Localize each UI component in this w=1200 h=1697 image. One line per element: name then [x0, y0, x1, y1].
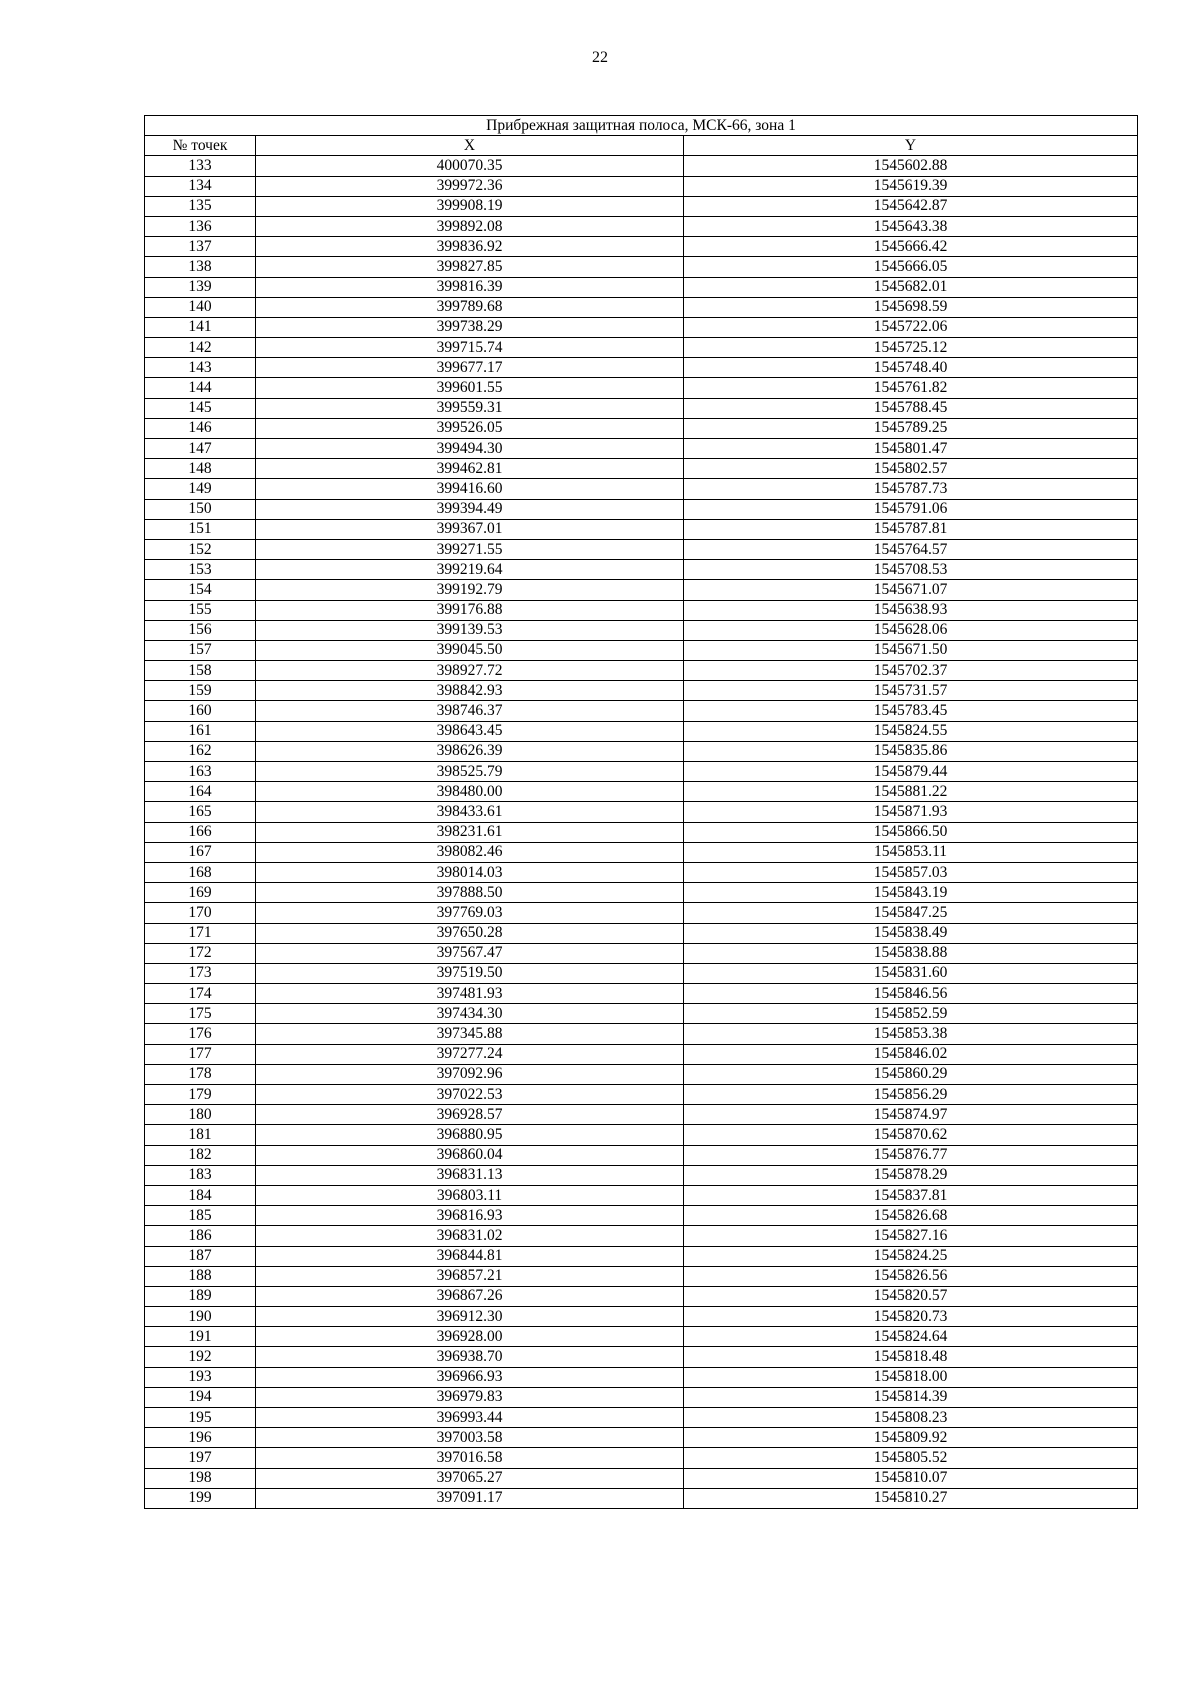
cell-y: 1545827.16	[684, 1226, 1138, 1246]
cell-x: 396993.44	[256, 1408, 684, 1428]
cell-y: 1545818.00	[684, 1367, 1138, 1387]
cell-y: 1545846.56	[684, 984, 1138, 1004]
table-row	[145, 1165, 1138, 1185]
cell-point-number: 158	[145, 661, 256, 681]
table-row	[145, 237, 1138, 257]
cell-y: 1545879.44	[684, 762, 1138, 782]
table-row	[145, 862, 1138, 882]
cell-x: 396880.95	[256, 1125, 684, 1145]
cell-y: 1545835.86	[684, 741, 1138, 761]
cell-x: 397003.58	[256, 1428, 684, 1448]
table-row	[145, 1488, 1138, 1508]
cell-x: 399494.30	[256, 439, 684, 459]
cell-y: 1545838.88	[684, 943, 1138, 963]
table-row	[145, 216, 1138, 236]
cell-x: 398746.37	[256, 701, 684, 721]
table-row	[145, 398, 1138, 418]
cell-x: 399972.36	[256, 176, 684, 196]
cell-x: 398927.72	[256, 661, 684, 681]
cell-y: 1545638.93	[684, 600, 1138, 620]
table-row	[145, 1246, 1138, 1266]
table-row	[145, 943, 1138, 963]
cell-x: 399176.88	[256, 600, 684, 620]
cell-x: 397567.47	[256, 943, 684, 963]
cell-point-number: 188	[145, 1266, 256, 1286]
header-x: X	[256, 136, 684, 156]
table-row	[145, 762, 1138, 782]
cell-x: 399892.08	[256, 216, 684, 236]
cell-x: 396831.02	[256, 1226, 684, 1246]
coordinates-table	[144, 115, 1138, 1509]
cell-y: 1545871.93	[684, 802, 1138, 822]
cell-x: 398525.79	[256, 762, 684, 782]
cell-y: 1545870.62	[684, 1125, 1138, 1145]
cell-point-number: 182	[145, 1145, 256, 1165]
table-row	[145, 1408, 1138, 1428]
table-row	[145, 842, 1138, 862]
cell-point-number: 140	[145, 297, 256, 317]
cell-y: 1545671.07	[684, 580, 1138, 600]
cell-y: 1545876.77	[684, 1145, 1138, 1165]
cell-y: 1545810.27	[684, 1488, 1138, 1508]
table-row	[145, 721, 1138, 741]
table-row	[145, 257, 1138, 277]
cell-point-number: 144	[145, 378, 256, 398]
cell-point-number: 170	[145, 903, 256, 923]
table-row	[145, 963, 1138, 983]
table-row	[145, 984, 1138, 1004]
table-row	[145, 701, 1138, 721]
cell-y: 1545846.02	[684, 1044, 1138, 1064]
cell-y: 1545628.06	[684, 620, 1138, 640]
cell-x: 398014.03	[256, 862, 684, 882]
cell-x: 397888.50	[256, 883, 684, 903]
cell-y: 1545824.64	[684, 1327, 1138, 1347]
cell-point-number: 151	[145, 519, 256, 539]
table-row	[145, 1044, 1138, 1064]
table-row	[145, 1347, 1138, 1367]
table-row	[145, 176, 1138, 196]
cell-x: 399738.29	[256, 317, 684, 337]
cell-y: 1545666.05	[684, 257, 1138, 277]
cell-y: 1545698.59	[684, 297, 1138, 317]
cell-x: 397065.27	[256, 1468, 684, 1488]
table-row	[145, 459, 1138, 479]
table-row	[145, 196, 1138, 216]
table-row	[145, 600, 1138, 620]
cell-point-number: 167	[145, 842, 256, 862]
table-body	[145, 156, 1138, 1509]
cell-x: 397434.30	[256, 1004, 684, 1024]
cell-point-number: 186	[145, 1226, 256, 1246]
table-row	[145, 1468, 1138, 1488]
page-number: 22	[592, 49, 608, 66]
cell-y: 1545820.57	[684, 1286, 1138, 1306]
cell-point-number: 164	[145, 782, 256, 802]
cell-x: 397345.88	[256, 1024, 684, 1044]
cell-x: 397022.53	[256, 1085, 684, 1105]
cell-y: 1545801.47	[684, 439, 1138, 459]
cell-y: 1545761.82	[684, 378, 1138, 398]
cell-point-number: 152	[145, 539, 256, 559]
table-row	[145, 519, 1138, 539]
cell-y: 1545856.29	[684, 1085, 1138, 1105]
cell-y: 1545791.06	[684, 499, 1138, 519]
table-row	[145, 1327, 1138, 1347]
cell-x: 399715.74	[256, 338, 684, 358]
cell-point-number: 181	[145, 1125, 256, 1145]
cell-point-number: 137	[145, 237, 256, 257]
cell-point-number: 168	[145, 862, 256, 882]
cell-x: 397519.50	[256, 963, 684, 983]
cell-point-number: 145	[145, 398, 256, 418]
cell-point-number: 191	[145, 1327, 256, 1347]
cell-x: 399559.31	[256, 398, 684, 418]
cell-y: 1545805.52	[684, 1448, 1138, 1468]
table-row	[145, 1367, 1138, 1387]
cell-x: 398643.45	[256, 721, 684, 741]
cell-point-number: 136	[145, 216, 256, 236]
cell-y: 1545666.42	[684, 237, 1138, 257]
cell-y: 1545722.06	[684, 317, 1138, 337]
cell-y: 1545874.97	[684, 1105, 1138, 1125]
cell-point-number: 198	[145, 1468, 256, 1488]
cell-y: 1545702.37	[684, 661, 1138, 681]
table-row	[145, 1125, 1138, 1145]
table-row	[145, 1185, 1138, 1205]
table-row	[145, 277, 1138, 297]
cell-point-number: 196	[145, 1428, 256, 1448]
cell-point-number: 154	[145, 580, 256, 600]
cell-x: 398480.00	[256, 782, 684, 802]
table-row	[145, 156, 1138, 176]
cell-y: 1545787.73	[684, 479, 1138, 499]
cell-y: 1545809.92	[684, 1428, 1138, 1448]
cell-point-number: 150	[145, 499, 256, 519]
cell-point-number: 187	[145, 1246, 256, 1266]
cell-point-number: 134	[145, 176, 256, 196]
cell-x: 397481.93	[256, 984, 684, 1004]
cell-point-number: 153	[145, 560, 256, 580]
cell-x: 396831.13	[256, 1165, 684, 1185]
table-row	[145, 903, 1138, 923]
table-row	[145, 923, 1138, 943]
cell-y: 1545826.68	[684, 1206, 1138, 1226]
cell-point-number: 156	[145, 620, 256, 640]
table-row	[145, 822, 1138, 842]
cell-point-number: 147	[145, 439, 256, 459]
cell-x: 399045.50	[256, 640, 684, 660]
table-row	[145, 782, 1138, 802]
cell-y: 1545814.39	[684, 1387, 1138, 1407]
cell-x: 399394.49	[256, 499, 684, 519]
table-row	[145, 1145, 1138, 1165]
cell-x: 396928.00	[256, 1327, 684, 1347]
cell-y: 1545708.53	[684, 560, 1138, 580]
cell-point-number: 199	[145, 1488, 256, 1508]
table-row	[145, 439, 1138, 459]
cell-x: 399836.92	[256, 237, 684, 257]
cell-point-number: 159	[145, 681, 256, 701]
cell-y: 1545748.40	[684, 358, 1138, 378]
cell-y: 1545881.22	[684, 782, 1138, 802]
cell-y: 1545642.87	[684, 196, 1138, 216]
cell-y: 1545671.50	[684, 640, 1138, 660]
table-row	[145, 358, 1138, 378]
table-title: Прибрежная защитная полоса, МСК-66, зона 1	[145, 116, 1138, 136]
cell-x: 396803.11	[256, 1185, 684, 1205]
cell-point-number: 183	[145, 1165, 256, 1185]
table-row	[145, 560, 1138, 580]
cell-x: 396966.93	[256, 1367, 684, 1387]
cell-x: 399219.64	[256, 560, 684, 580]
cell-point-number: 171	[145, 923, 256, 943]
table-row	[145, 1286, 1138, 1306]
cell-y: 1545787.81	[684, 519, 1138, 539]
table-row	[145, 620, 1138, 640]
cell-y: 1545789.25	[684, 418, 1138, 438]
cell-point-number: 189	[145, 1286, 256, 1306]
cell-y: 1545619.39	[684, 176, 1138, 196]
cell-y: 1545764.57	[684, 539, 1138, 559]
table-row	[145, 741, 1138, 761]
cell-x: 399139.53	[256, 620, 684, 640]
cell-point-number: 157	[145, 640, 256, 660]
cell-x: 398842.93	[256, 681, 684, 701]
cell-point-number: 133	[145, 156, 256, 176]
table-header-row	[145, 136, 1138, 156]
cell-y: 1545818.48	[684, 1347, 1138, 1367]
cell-x: 397091.17	[256, 1488, 684, 1508]
cell-y: 1545682.01	[684, 277, 1138, 297]
cell-point-number: 163	[145, 762, 256, 782]
table-row	[145, 1226, 1138, 1246]
cell-x: 399462.81	[256, 459, 684, 479]
table-row	[145, 1448, 1138, 1468]
cell-x: 396857.21	[256, 1266, 684, 1286]
cell-y: 1545788.45	[684, 398, 1138, 418]
table-row	[145, 539, 1138, 559]
cell-point-number: 149	[145, 479, 256, 499]
cell-x: 397092.96	[256, 1064, 684, 1084]
cell-point-number: 178	[145, 1064, 256, 1084]
cell-y: 1545843.19	[684, 883, 1138, 903]
cell-y: 1545725.12	[684, 338, 1138, 358]
table-row	[145, 1266, 1138, 1286]
cell-point-number: 179	[145, 1085, 256, 1105]
cell-x: 399601.55	[256, 378, 684, 398]
table-row	[145, 1085, 1138, 1105]
cell-x: 399789.68	[256, 297, 684, 317]
cell-point-number: 193	[145, 1367, 256, 1387]
table-row	[145, 338, 1138, 358]
cell-point-number: 172	[145, 943, 256, 963]
table-row	[145, 1428, 1138, 1448]
cell-point-number: 146	[145, 418, 256, 438]
cell-x: 399908.19	[256, 196, 684, 216]
table-row	[145, 1307, 1138, 1327]
cell-x: 399677.17	[256, 358, 684, 378]
cell-point-number: 160	[145, 701, 256, 721]
cell-y: 1545878.29	[684, 1165, 1138, 1185]
table-row	[145, 499, 1138, 519]
cell-y: 1545831.60	[684, 963, 1138, 983]
header-point-number: № точек	[145, 136, 256, 156]
cell-x: 396938.70	[256, 1347, 684, 1367]
cell-x: 396867.26	[256, 1286, 684, 1306]
cell-x: 399192.79	[256, 580, 684, 600]
cell-y: 1545853.11	[684, 842, 1138, 862]
cell-point-number: 165	[145, 802, 256, 822]
cell-x: 399827.85	[256, 257, 684, 277]
cell-point-number: 177	[145, 1044, 256, 1064]
cell-x: 396912.30	[256, 1307, 684, 1327]
cell-y: 1545838.49	[684, 923, 1138, 943]
table-row	[145, 378, 1138, 398]
cell-point-number: 155	[145, 600, 256, 620]
cell-x: 399416.60	[256, 479, 684, 499]
cell-point-number: 194	[145, 1387, 256, 1407]
cell-point-number: 141	[145, 317, 256, 337]
cell-x: 399367.01	[256, 519, 684, 539]
cell-x: 398626.39	[256, 741, 684, 761]
table-row	[145, 297, 1138, 317]
cell-y: 1545853.38	[684, 1024, 1138, 1044]
cell-x: 396816.93	[256, 1206, 684, 1226]
cell-y: 1545643.38	[684, 216, 1138, 236]
cell-x: 397277.24	[256, 1044, 684, 1064]
cell-point-number: 148	[145, 459, 256, 479]
header-y: Y	[684, 136, 1138, 156]
table-row	[145, 418, 1138, 438]
table-row	[145, 317, 1138, 337]
cell-x: 399816.39	[256, 277, 684, 297]
cell-point-number: 139	[145, 277, 256, 297]
cell-point-number: 195	[145, 1408, 256, 1428]
cell-point-number: 176	[145, 1024, 256, 1044]
cell-point-number: 143	[145, 358, 256, 378]
cell-x: 396844.81	[256, 1246, 684, 1266]
cell-y: 1545847.25	[684, 903, 1138, 923]
cell-point-number: 162	[145, 741, 256, 761]
cell-y: 1545802.57	[684, 459, 1138, 479]
cell-x: 398082.46	[256, 842, 684, 862]
table-row	[145, 1024, 1138, 1044]
cell-y: 1545837.81	[684, 1185, 1138, 1205]
cell-x: 400070.35	[256, 156, 684, 176]
cell-point-number: 197	[145, 1448, 256, 1468]
cell-x: 399271.55	[256, 539, 684, 559]
table-row	[145, 1004, 1138, 1024]
cell-y: 1545860.29	[684, 1064, 1138, 1084]
table-row	[145, 802, 1138, 822]
cell-y: 1545810.07	[684, 1468, 1138, 1488]
cell-point-number: 135	[145, 196, 256, 216]
cell-y: 1545602.88	[684, 156, 1138, 176]
table-row	[145, 1064, 1138, 1084]
cell-x: 397650.28	[256, 923, 684, 943]
cell-y: 1545852.59	[684, 1004, 1138, 1024]
cell-x: 399526.05	[256, 418, 684, 438]
cell-y: 1545826.56	[684, 1266, 1138, 1286]
cell-point-number: 174	[145, 984, 256, 1004]
table-row	[145, 580, 1138, 600]
cell-y: 1545866.50	[684, 822, 1138, 842]
table-title-row	[145, 116, 1138, 136]
cell-x: 396928.57	[256, 1105, 684, 1125]
cell-x: 398433.61	[256, 802, 684, 822]
table-row	[145, 1105, 1138, 1125]
cell-point-number: 138	[145, 257, 256, 277]
cell-y: 1545783.45	[684, 701, 1138, 721]
cell-point-number: 180	[145, 1105, 256, 1125]
cell-x: 397016.58	[256, 1448, 684, 1468]
cell-point-number: 142	[145, 338, 256, 358]
cell-point-number: 161	[145, 721, 256, 741]
cell-point-number: 184	[145, 1185, 256, 1205]
cell-y: 1545808.23	[684, 1408, 1138, 1428]
table-row	[145, 681, 1138, 701]
cell-point-number: 185	[145, 1206, 256, 1226]
cell-x: 396860.04	[256, 1145, 684, 1165]
cell-y: 1545824.25	[684, 1246, 1138, 1266]
cell-y: 1545820.73	[684, 1307, 1138, 1327]
table-row	[145, 1206, 1138, 1226]
cell-point-number: 166	[145, 822, 256, 842]
cell-x: 398231.61	[256, 822, 684, 842]
cell-point-number: 175	[145, 1004, 256, 1024]
cell-y: 1545824.55	[684, 721, 1138, 741]
table-row	[145, 479, 1138, 499]
cell-point-number: 173	[145, 963, 256, 983]
table-row	[145, 661, 1138, 681]
cell-x: 396979.83	[256, 1387, 684, 1407]
cell-point-number: 192	[145, 1347, 256, 1367]
table-row	[145, 883, 1138, 903]
cell-point-number: 169	[145, 883, 256, 903]
table-row	[145, 640, 1138, 660]
cell-x: 397769.03	[256, 903, 684, 923]
cell-y: 1545857.03	[684, 862, 1138, 882]
cell-y: 1545731.57	[684, 681, 1138, 701]
cell-point-number: 190	[145, 1307, 256, 1327]
table-row	[145, 1387, 1138, 1407]
